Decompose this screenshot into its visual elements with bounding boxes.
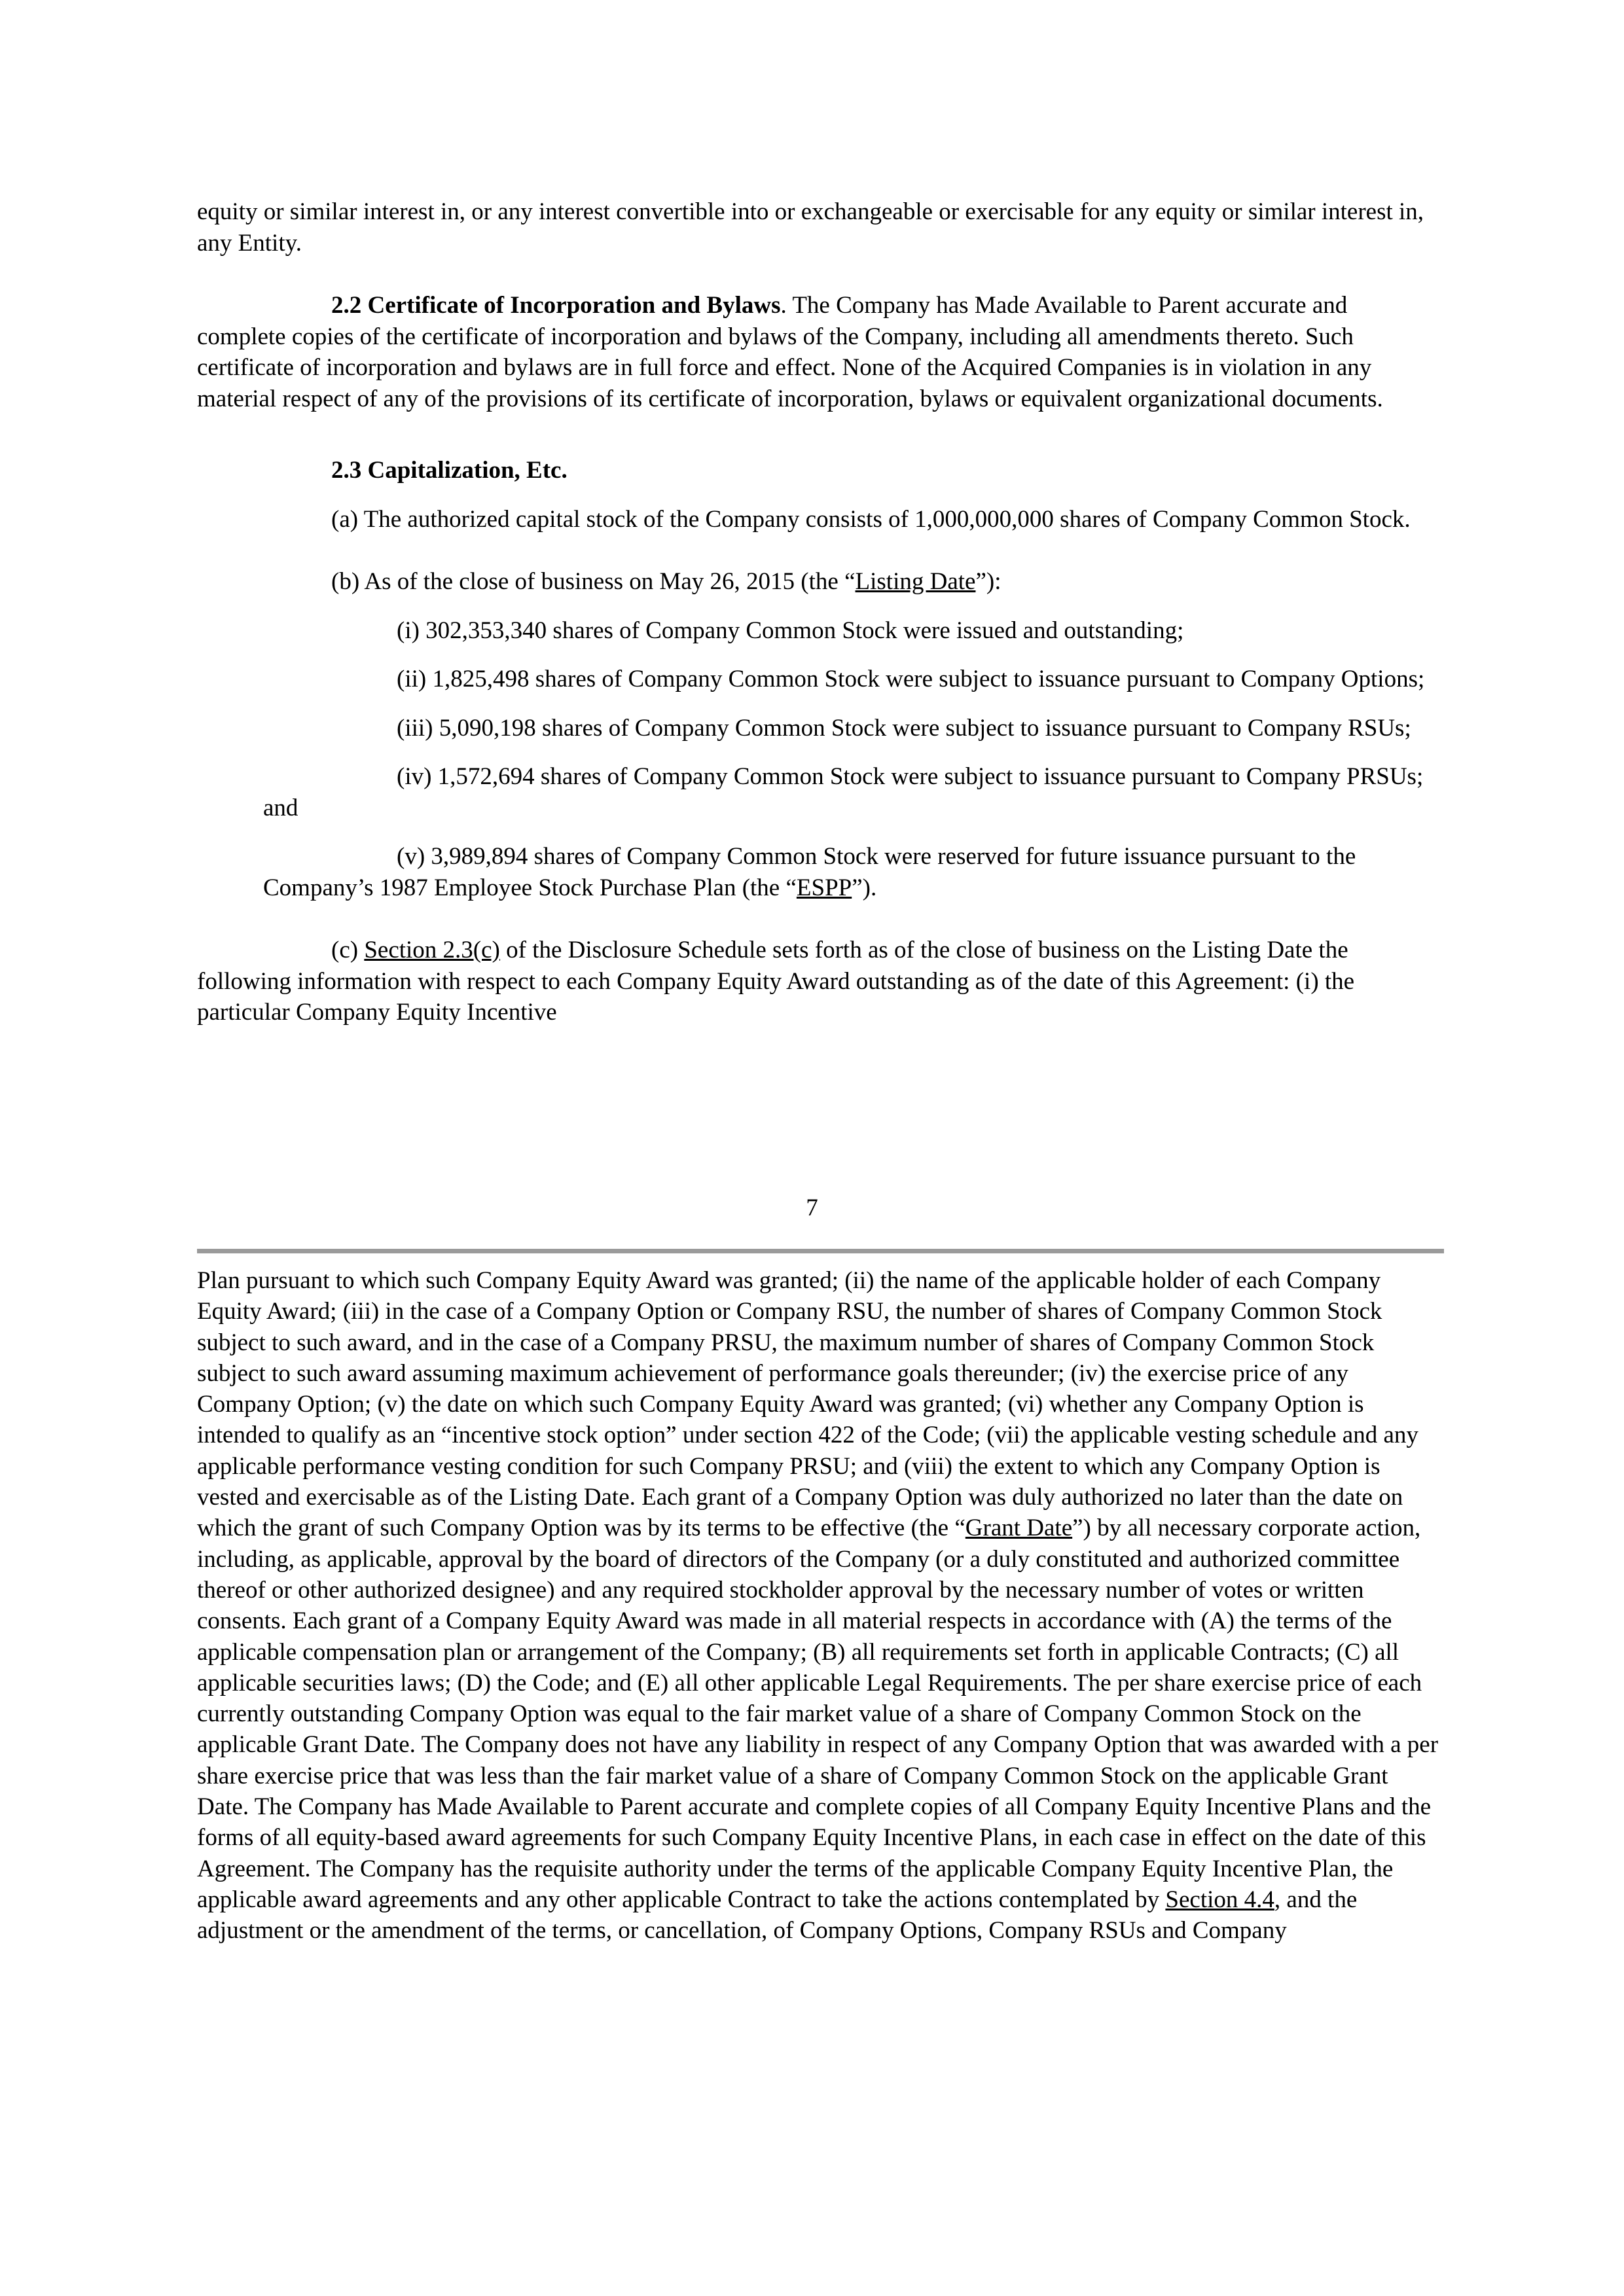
- section-2-3-a: (a) The authorized capital stock of the Company consists of 1,000,000,000 shares of Company Common Stock.: [331, 505, 1411, 533]
- list-item-ii: (ii) 1,825,498 shares of Company Common Stock were subject to issuance pursuant to Company Options;: [397, 666, 1425, 692]
- page-7-body: [197, 196, 1441, 1028]
- section-2-3c-reference: Section 2.3(c): [364, 937, 500, 963]
- continued-paragraph: Plan pursuant to which such Company Equity Award was granted; (ii) the name of the applicable holder of each Company Equity Award; (iii) in the case of a Company Option or Company RSU, the number of shares of Company Common Stock subject to such award, and in the case of a Company PRSU, the maximum number of shares of Company Common Stock subject to such award assuming maximum achievement of performance goals thereunder; (iv) the exercise price of any Company Option; (v) the date on which such Company Equity Award was granted; (vi) whether any Company Option is intended to qualify as an “incentive stock option” under section 422 of the Code; (vii) the applicable vesting schedule and any applicable performance vesting condition for such Company PRSU; and (viii) the extent to which any Company Option is vested and exercisable as of the Listing Date. Each grant of a Company Option was duly authorized no later than the date on which the grant of such Company Option was by its terms to be effective (the “Grant Date”) by all necessary corporate action, including, as applicable, approval by the board of directors of the Company (or a duly constituted and authorized committee thereof or other authorized designee) and any required stockholder approval by the necessary number of votes or written consents. Each grant of a Company Equity Award was made in all material respects in accordance with (A) the terms of the applicable compensation plan or arrangement of the Company; (B) all requirements set forth in applicable Contracts; (C) all applicable securities laws; (D) the Code; and (E) all other applicable Legal Requirements. The per share exercise price of each currently outstanding Company Option was equal to the fair market value of a share of Company Common Stock on the applicable Grant Date. The Company does not have any liability in respect of any Company Option that was awarded with a per share exercise price that was less than the fair market value of a share of Company Common Stock on the applicable Grant Date. The Company has Made Available to Parent accurate and complete copies of all Company Equity Incentive Plans and the forms of all equity-based award agreements for such Company Equity Incentive Plans, in each case in effect on the date of this Agreement. The Company has the requisite authority under the terms of the applicable Company Equity Incentive Plan, the applicable award agreements and any other applicable Contract to take the actions contemplated by Section 4.4, and the adjustment or the amendment of the terms, or cancellation, of Company Options, Company RSUs and Company: [197, 1267, 1439, 1945]
- list-item-iv: (iv) 1,572,694 shares of Company Common Stock were subject to issuance pursuant to Company PRSUs; and: [263, 763, 1424, 821]
- page-separator: [197, 1249, 1444, 1253]
- section-2-2-text: . The Company has Made Available to Parent accurate and complete copies of the certificate of incorporation and bylaws of the Company, including all amendments thereto. Such certificate of incorporation and bylaws are in full force and effect. None of the Acquired Companies is in violation in any material respect of any of the provisions of its certificate of incorporation, bylaws or equivalent organizational documents.: [197, 292, 1383, 412]
- section-2-2-heading: 2.2 Certificate of Incorporation and Bylaws: [331, 292, 781, 319]
- section-2-2-paragraph: [197, 290, 1441, 414]
- intro-paragraph: equity or similar interest in, or any interest convertible into or exchangeable or exercisable for any equity or similar interest in, any Entity.: [197, 198, 1424, 257]
- section-2-3-b: (b) As of the close of business on May 26, 2015 (the “Listing Date”):: [331, 568, 1001, 595]
- section-2-3-heading: 2.3 Capitalization, Etc.: [331, 457, 568, 484]
- espp-term: ESPP: [796, 874, 852, 901]
- section-2-3-c: (c) Section 2.3(c) of the Disclosure Schedule sets forth as of the close of business on the Listing Date the following information with respect to each Company Equity Award outstanding as of the date of this Agreement: (i) the particular Company Equity Incentive: [197, 937, 1355, 1026]
- grant-date-term: Grant Date: [965, 1515, 1073, 1542]
- list-item-i: (i) 302,353,340 shares of Company Common Stock were issued and outstanding;: [397, 617, 1184, 644]
- list-item-iii: (iii) 5,090,198 shares of Company Common Stock were subject to issuance pursuant to Company RSUs;: [397, 714, 1411, 742]
- section-4-4-reference: Section 4.4: [1165, 1886, 1274, 1913]
- listing-date-term: Listing Date: [855, 568, 976, 595]
- page-8-body: [197, 1265, 1444, 1946]
- list-item-v: (v) 3,989,894 shares of Company Common Stock were reserved for future issuance pursuant to the Company’s 1987 Employee Stock Purchase Plan (the “ESPP”).: [263, 843, 1356, 901]
- page-number: 7: [806, 1194, 818, 1221]
